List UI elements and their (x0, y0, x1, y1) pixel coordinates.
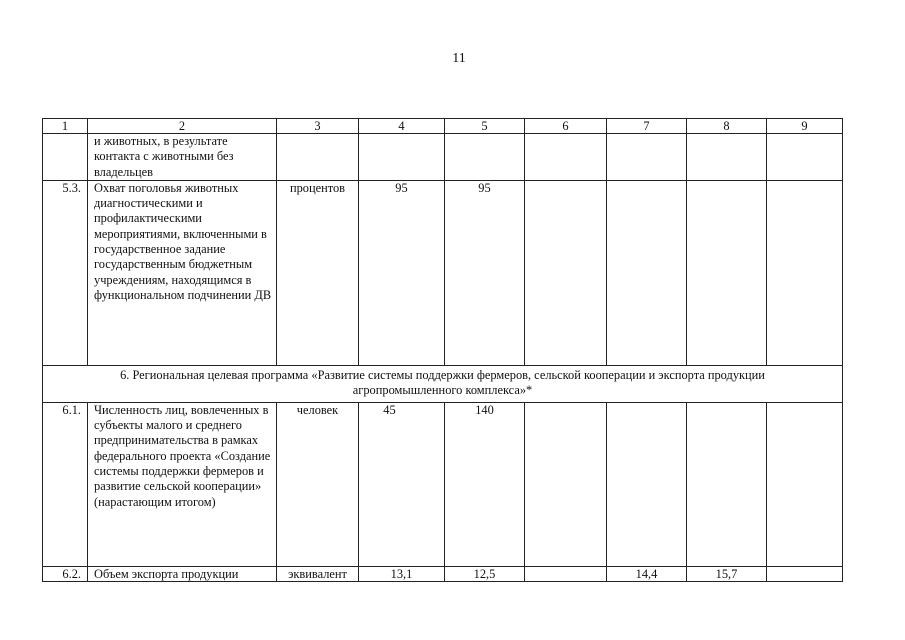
table-row (43, 566, 843, 581)
value-cell (767, 402, 843, 566)
column-header: 4 (359, 119, 445, 134)
value-cell (525, 566, 607, 581)
section-title: 6. Региональная целевая программа «Развитие системы поддержки фермеров, сельской кооперации и экспорта продукции агропромышленного комплекса»* (43, 365, 843, 402)
value-cell: 12,5 (445, 566, 525, 581)
value-cell: 95 (445, 180, 525, 365)
value-cell (525, 402, 607, 566)
column-header-row (43, 119, 843, 134)
row-number: 5.3. (43, 180, 88, 365)
value-cell (525, 180, 607, 365)
row-number (43, 134, 88, 181)
section-row (43, 365, 843, 402)
value-text: 45 (383, 402, 396, 417)
indicator-name: Численность лиц, вовлеченных в субъекты малого и среднего предпринимательства в рамках федерального проекта «Создание системы поддержки фермеров и развитие сельской кооперации» (нарастающим итогом) (88, 402, 277, 566)
value-cell (359, 402, 445, 566)
table-row (43, 134, 843, 181)
value-cell: 14,4 (607, 566, 687, 581)
row-number: 6.2. (43, 566, 88, 581)
column-header: 5 (445, 119, 525, 134)
value-cell (607, 180, 687, 365)
value-cell (767, 134, 843, 181)
value-cell (687, 134, 767, 181)
value-cell (607, 134, 687, 181)
column-header: 2 (88, 119, 277, 134)
table-row (43, 402, 843, 566)
value-cell: 15,7 (687, 566, 767, 581)
unit-cell: человек (277, 402, 359, 566)
value-cell (525, 134, 607, 181)
unit-cell (277, 134, 359, 181)
indicators-table (42, 118, 843, 582)
column-header: 9 (767, 119, 843, 134)
value-cell (607, 402, 687, 566)
indicator-name: и животных, в результате контакта с животными без владельцев (88, 134, 277, 181)
row-number: 6.1. (43, 402, 88, 566)
column-header: 3 (277, 119, 359, 134)
unit-cell: процентов (277, 180, 359, 365)
unit-cell: эквивалент (277, 566, 359, 581)
value-cell (767, 566, 843, 581)
value-cell (445, 134, 525, 181)
column-header: 7 (607, 119, 687, 134)
table-row (43, 180, 843, 365)
value-cell (767, 180, 843, 365)
indicator-name: Охват поголовья животных диагностическими и профилактическими мероприятиями, включенными в государственное задание государственным бюджетным учреждениям, находящимся в функциональном подчинении ДВ (88, 180, 277, 365)
indicator-name: Объем экспорта продукции (88, 566, 277, 581)
value-cell (687, 180, 767, 365)
value-cell (687, 402, 767, 566)
value-cell: 13,1 (359, 566, 445, 581)
value-cell: 140 (445, 402, 525, 566)
value-cell (359, 134, 445, 181)
column-header: 1 (43, 119, 88, 134)
column-header: 6 (525, 119, 607, 134)
column-header: 8 (687, 119, 767, 134)
page-number: 11 (452, 51, 466, 66)
value-cell: 95 (359, 180, 445, 365)
